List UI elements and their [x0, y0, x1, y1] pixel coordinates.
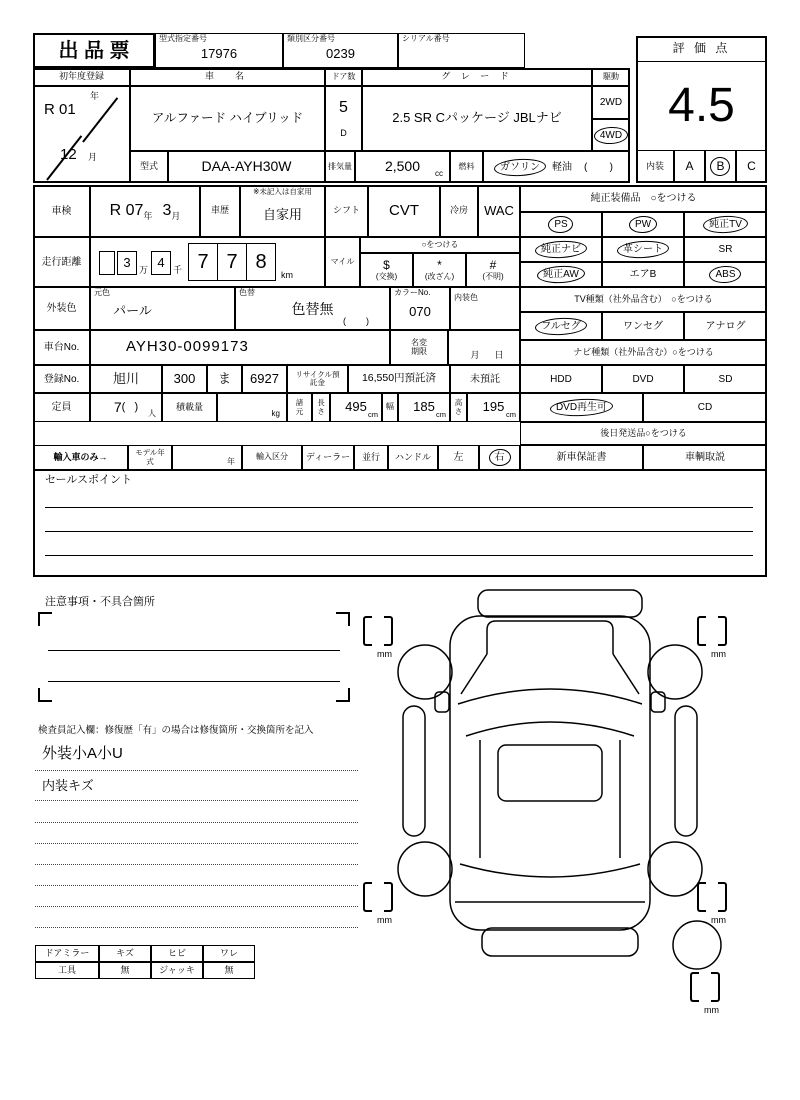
serial-number-cell [398, 33, 525, 68]
acc-scratch-cell: キズ [99, 945, 151, 962]
doors-sub: D [340, 127, 347, 138]
tv-fullseg-cell [520, 312, 602, 340]
ac-label-cell: 冷房 [440, 185, 478, 237]
bracket-right [718, 616, 727, 646]
model-year-label: モデル年式 [135, 448, 165, 466]
model-code-label: 型式指定番号 [159, 34, 207, 43]
mark-symbol: $ [383, 257, 390, 272]
drive-2wd-text: 2WD [599, 97, 623, 108]
mirror-right [651, 692, 665, 712]
length-label-cell [312, 393, 330, 422]
measure-bracket-tr [697, 616, 727, 646]
day-unit: 日 [494, 350, 504, 361]
navi-dvd-play-cell [520, 393, 643, 422]
plate-area-cell: 旭川 [90, 365, 162, 393]
height-value: 195 [482, 399, 505, 415]
bracket-left [690, 972, 699, 1002]
unit-man: 万 [139, 265, 149, 275]
mark-symbol: * [437, 257, 442, 272]
odometer-digit: 7 [188, 243, 218, 281]
base-color-cell [90, 287, 235, 330]
import-dealer-cell: ディーラー [302, 445, 354, 470]
displacement-value: 2,500 [384, 158, 421, 175]
notes-rule-line [48, 681, 340, 682]
first-reg-year: R 01 [44, 101, 76, 118]
equipment-cell-aw [520, 262, 602, 287]
navi-cd: CD [697, 402, 713, 413]
navi-type-header: ナビ種類（社外品含む）○をつける [520, 340, 767, 365]
a-pillar-left [461, 654, 487, 694]
navi-sd-cell [684, 365, 767, 393]
inspector-rule-line [35, 885, 358, 886]
bracket-right [711, 972, 720, 1002]
shaken-label-cell: 車検 [33, 185, 90, 237]
load-value-cell [217, 393, 287, 422]
equipment-airbag: エアB [629, 269, 657, 280]
equipment-abs: ABS [715, 269, 736, 280]
bracket-left [363, 882, 372, 912]
drive-header: 駆動 [592, 68, 630, 86]
equipment-cell-airbag [602, 262, 684, 287]
first-reg-header: 初年度登録 [33, 68, 130, 86]
color-no-value: 070 [409, 304, 431, 320]
side-panel-right [675, 706, 697, 836]
sales-point-label: セールスポイント [45, 474, 133, 486]
recycle-paid-cell: 16,550円預託済 [348, 365, 450, 393]
length-unit: cm [368, 409, 378, 419]
sales-rule-line [45, 555, 753, 556]
color-change-label: 色替 [239, 288, 255, 297]
inspector-rule-line [35, 864, 358, 865]
chassis-value-cell: AYH30-0099173 [90, 330, 390, 365]
inspector-header: 検査員記入欄：修復歴「有」の場合は修復箇所・交換箇所を記入 [38, 725, 314, 736]
color-no-label: カラーNo. [394, 288, 431, 297]
drive-4wd-cell [592, 119, 630, 151]
shaken-year: R 07 [109, 202, 144, 220]
shaken-year-unit: 年 [143, 211, 153, 222]
interior-color-label: 内装色 [454, 293, 478, 302]
score-value: 4.5 [668, 78, 735, 132]
acc-tools-none-cell: 無 [99, 962, 151, 979]
class-code-label: 類別区分番号 [287, 34, 335, 43]
navi-dvd-cell [602, 365, 684, 393]
displacement-value-cell [355, 151, 450, 183]
front-bumper [478, 590, 642, 617]
odometer-digit: 7 [217, 243, 247, 281]
mile-mark-exchange [360, 253, 413, 287]
length-value-cell [330, 393, 382, 422]
equipment-pw: PW [634, 219, 652, 230]
bracket-right [718, 882, 727, 912]
shift-label-cell: シフト [325, 185, 368, 237]
wheel-front-right [648, 645, 702, 699]
inspector-rule-line [35, 770, 358, 771]
equipment-sr: SR [718, 244, 733, 255]
equipment-navi: 純正ナビ [541, 244, 581, 255]
history-value-cell [240, 185, 325, 237]
notes-label: 注意事項・不具合箇所 [45, 596, 155, 608]
grade-c-text: C [747, 158, 756, 173]
odometer-digit: 8 [246, 243, 276, 281]
name-change-label: 名変期限 [411, 337, 427, 356]
width-unit: cm [436, 409, 446, 419]
bracket-right [384, 616, 393, 646]
doors-cell [325, 86, 362, 151]
height-unit: cm [506, 409, 516, 419]
handle-left-text: 左 [453, 452, 464, 463]
model-year-label-cell [128, 445, 172, 470]
month-unit: 月 [470, 350, 480, 361]
bracket-left [363, 616, 372, 646]
import-type-label-cell: 輸入区分 [242, 445, 302, 470]
plate-class-cell: 300 [162, 365, 207, 393]
color-change-cell [235, 287, 390, 330]
acc-split-cell: ワレ [203, 945, 255, 962]
interior-color-cell [450, 287, 520, 330]
spec-label: 諸元 [295, 398, 304, 416]
fuel-paren: ( ) [584, 161, 613, 173]
width-label-cell: 幅 [382, 393, 398, 422]
capacity-value-cell [90, 393, 162, 422]
rear-window [460, 864, 640, 877]
bracket-left [697, 882, 706, 912]
class-code-cell [283, 33, 398, 68]
mileage-label-cell: 走行距離 [33, 237, 90, 287]
inspector-rule-line [35, 906, 358, 907]
side-panel-left [403, 706, 425, 836]
drive-4wd-text: 4WD [599, 129, 623, 141]
import-only-label-cell: 輸入車のみ→ [33, 445, 128, 470]
notes-corner-br [336, 688, 350, 702]
handle-label-cell: ハンドル [388, 445, 438, 470]
odometer-thousands: 4 [151, 251, 171, 275]
serial-number-label: シリアル番号 [402, 34, 450, 43]
handle-right-cell [479, 445, 520, 470]
shipping-warranty-cell: 新車保証書 [520, 445, 643, 470]
shift-value-cell: CVT [368, 185, 440, 237]
height-label-cell [450, 393, 467, 422]
shipping-manual-cell: 車輌取説 [643, 445, 767, 470]
car-name-cell: アルファード ハイブリッド [130, 86, 325, 151]
notes-corner-tr [336, 612, 350, 626]
acc-jack-cell: ジャッキ [151, 962, 203, 979]
height-label: 高さ [454, 398, 463, 416]
shaken-month: 3 [162, 202, 172, 220]
width-value: 185 [413, 399, 435, 415]
history-note: ※未記入は自家用 [253, 187, 312, 196]
mark-caption: (交換) [375, 272, 398, 282]
bracket-right [384, 882, 393, 912]
sales-rule-line [45, 531, 753, 532]
mile-circle-note: ○をつける [360, 237, 520, 253]
odometer-cell [90, 237, 325, 287]
measure-bracket-br [697, 882, 727, 912]
name-change-label-cell [390, 330, 448, 365]
inspector-rule-line [35, 927, 358, 928]
class-code-value: 0239 [326, 46, 355, 62]
a-pillar-right [613, 654, 639, 694]
mm-label: mm [711, 915, 726, 925]
equipment-cell-pw [602, 212, 684, 237]
tv-analog: アナログ [705, 320, 746, 332]
name-change-date-cell [448, 330, 520, 365]
shaken-value-cell [90, 185, 200, 237]
car-top-view-diagram [355, 580, 775, 1030]
windshield-bottom [466, 722, 634, 736]
load-unit: kg [271, 409, 280, 419]
sunroof [498, 745, 602, 801]
bracket-left [697, 616, 706, 646]
first-reg-year-unit: 年 [90, 91, 100, 101]
grade-b-text: B [716, 158, 725, 173]
ext-color-label-cell: 外装色 [33, 287, 90, 330]
navi-sd: SD [718, 373, 733, 385]
sales-top-rule [33, 470, 767, 471]
odometer-empty-box [99, 251, 115, 275]
navi-hdd-cell [520, 365, 602, 393]
model-code-cell [155, 33, 283, 68]
equipment-cell-tv [684, 212, 767, 237]
displacement-unit: cc [435, 169, 443, 179]
windshield-top [458, 689, 642, 704]
color-change-paren: ( ) [343, 316, 369, 327]
color-change-value: 色替無 [291, 300, 334, 317]
wheel-rear-right [648, 842, 702, 896]
history-value: 自家用 [262, 206, 302, 222]
mm-label: mm [704, 1005, 719, 1015]
mm-label: mm [377, 649, 392, 659]
grade-cell: 2.5 SR Cパッケージ JBLナビ [362, 86, 592, 151]
chassis-label-cell: 車台No. [33, 330, 90, 365]
odometer-ten-thousands: 3 [117, 251, 137, 275]
load-label-cell: 積載量 [162, 393, 217, 422]
navi-hdd: HDD [550, 373, 572, 385]
navi-dvd: DVD [632, 373, 654, 385]
mirror-left [435, 692, 449, 712]
width-value-cell [398, 393, 450, 422]
inspector-exterior-note: 外装小A小U [42, 745, 123, 762]
measure-bracket-bl [363, 882, 393, 912]
acc-crack-cell: ヒビ [151, 945, 203, 962]
equipment-cell-leather [602, 237, 684, 262]
inspector-rule-line [35, 822, 358, 823]
mile-mark-unknown [466, 253, 520, 287]
unit-sen: 千 [173, 265, 183, 275]
equipment-header: 純正装備品 ○をつける [520, 185, 767, 212]
equipment-tv: 純正TV [709, 219, 742, 230]
tv-type-header: TV種類（社外品含む） ○をつける [520, 287, 767, 312]
sheet-title: 出 品 票 [33, 33, 155, 68]
sales-rule-line [45, 507, 753, 508]
recycle-label-cell [287, 365, 348, 393]
interior-grade-c [736, 150, 767, 183]
model-value-cell: DAA-AYH30W [168, 151, 325, 183]
spec-label-cell [287, 393, 312, 422]
model-label-cell: 型式 [130, 151, 168, 183]
fuel-gasoline: ガソリン [500, 161, 541, 173]
grade-header: グ レ ー ド [362, 68, 592, 86]
tv-oneseg: ワンセグ [623, 320, 663, 332]
fuel-value-cell [483, 151, 630, 183]
acc-jack-none-cell: 無 [203, 962, 255, 979]
capacity-value: 7 [113, 398, 122, 415]
acc-door-mirror-cell: ドアミラー [35, 945, 99, 962]
inspector-interior-note: 内装キズ [42, 778, 94, 793]
model-year-value-cell [172, 445, 242, 470]
length-value: 495 [345, 399, 367, 415]
displacement-label-cell: 排気量 [325, 151, 355, 183]
equipment-cell-sr [684, 237, 767, 262]
drive-2wd-cell [592, 86, 630, 119]
mark-caption: (不明) [482, 272, 504, 282]
equipment-ps: PS [554, 219, 568, 230]
height-value-cell [467, 393, 520, 422]
base-color-value: パール [113, 303, 152, 319]
navi-cd-cell [643, 393, 767, 422]
capacity-unit: 人 [148, 409, 156, 419]
equipment-aw: 純正AW [543, 269, 579, 280]
acc-tools-cell: 工具 [35, 962, 99, 979]
fuel-label-cell: 燃料 [450, 151, 483, 183]
car-name-header: 車 名 [130, 68, 325, 86]
grade-a-text: A [685, 158, 694, 173]
first-reg-cell [33, 86, 130, 183]
tv-analog-cell [684, 312, 767, 340]
notes-corner-tl [38, 612, 52, 626]
equipment-cell-navi [520, 237, 602, 262]
interior-grade-a [674, 150, 705, 183]
inspector-rule-line [35, 800, 358, 801]
spare-tire [673, 921, 721, 969]
interior-grade-b [705, 150, 736, 183]
mm-label: mm [377, 915, 392, 925]
base-color-label: 元色 [94, 288, 110, 297]
mark-symbol: # [489, 257, 497, 272]
shipping-header: 後日発送品○をつける [520, 422, 767, 445]
tv-oneseg-cell [602, 312, 684, 340]
first-reg-month-unit: 月 [88, 152, 98, 162]
wheel-front-left [398, 645, 452, 699]
capacity-label-cell: 定員 [33, 393, 90, 422]
rear-bumper [482, 928, 638, 956]
ac-value-cell: WAC [478, 185, 520, 237]
notes-corner-bl [38, 688, 52, 702]
reg-no-label-cell: 登録No. [33, 365, 90, 393]
import-parallel-cell: 並行 [354, 445, 388, 470]
mm-label: mm [711, 649, 726, 659]
history-label-cell: 車歴 [200, 185, 240, 237]
fuel-diesel: 軽油 [552, 161, 573, 173]
mile-label-cell: マイル [325, 237, 360, 287]
navi-dvd-play: DVD再生可 [555, 402, 608, 413]
doors-header: ドア数 [325, 68, 362, 86]
unit-km: km [281, 270, 293, 280]
score-header: 評 価 点 [636, 36, 767, 62]
capacity-paren: ( ) [121, 401, 139, 414]
handle-left-cell [438, 445, 479, 470]
measure-bracket-tl [363, 616, 393, 646]
mile-mark-tampered [413, 253, 466, 287]
inspector-rule-line [35, 843, 358, 844]
notes-rule-line [48, 650, 340, 651]
plate-number-cell: 6927 [242, 365, 287, 393]
doors-count: 5 [339, 99, 348, 117]
hood-line [487, 621, 613, 654]
tv-fullseg: フルセグ [541, 320, 581, 332]
color-no-cell [390, 287, 450, 330]
first-reg-month: 12 [60, 146, 77, 163]
recycle-unpaid-cell: 未預託 [450, 365, 520, 393]
shaken-month-unit: 月 [171, 211, 181, 222]
mark-caption: (改ざん) [424, 272, 455, 282]
wheel-rear-left [398, 842, 452, 896]
equipment-cell-ps [520, 212, 602, 237]
measure-bracket-spare [690, 972, 720, 1002]
plate-kana-cell: ま [207, 365, 242, 393]
length-label: 長さ [317, 398, 325, 416]
diagonal-stroke [82, 97, 118, 142]
equipment-leather: 革シート [623, 244, 663, 255]
equipment-cell-abs [684, 262, 767, 287]
recycle-label: リサイクル預託金 [295, 369, 340, 387]
model-code-value: 17976 [200, 46, 238, 62]
interior-grade-label: 内装 [636, 150, 674, 183]
handle-right-text: 右 [494, 452, 505, 463]
model-year-unit: 年 [227, 457, 235, 467]
